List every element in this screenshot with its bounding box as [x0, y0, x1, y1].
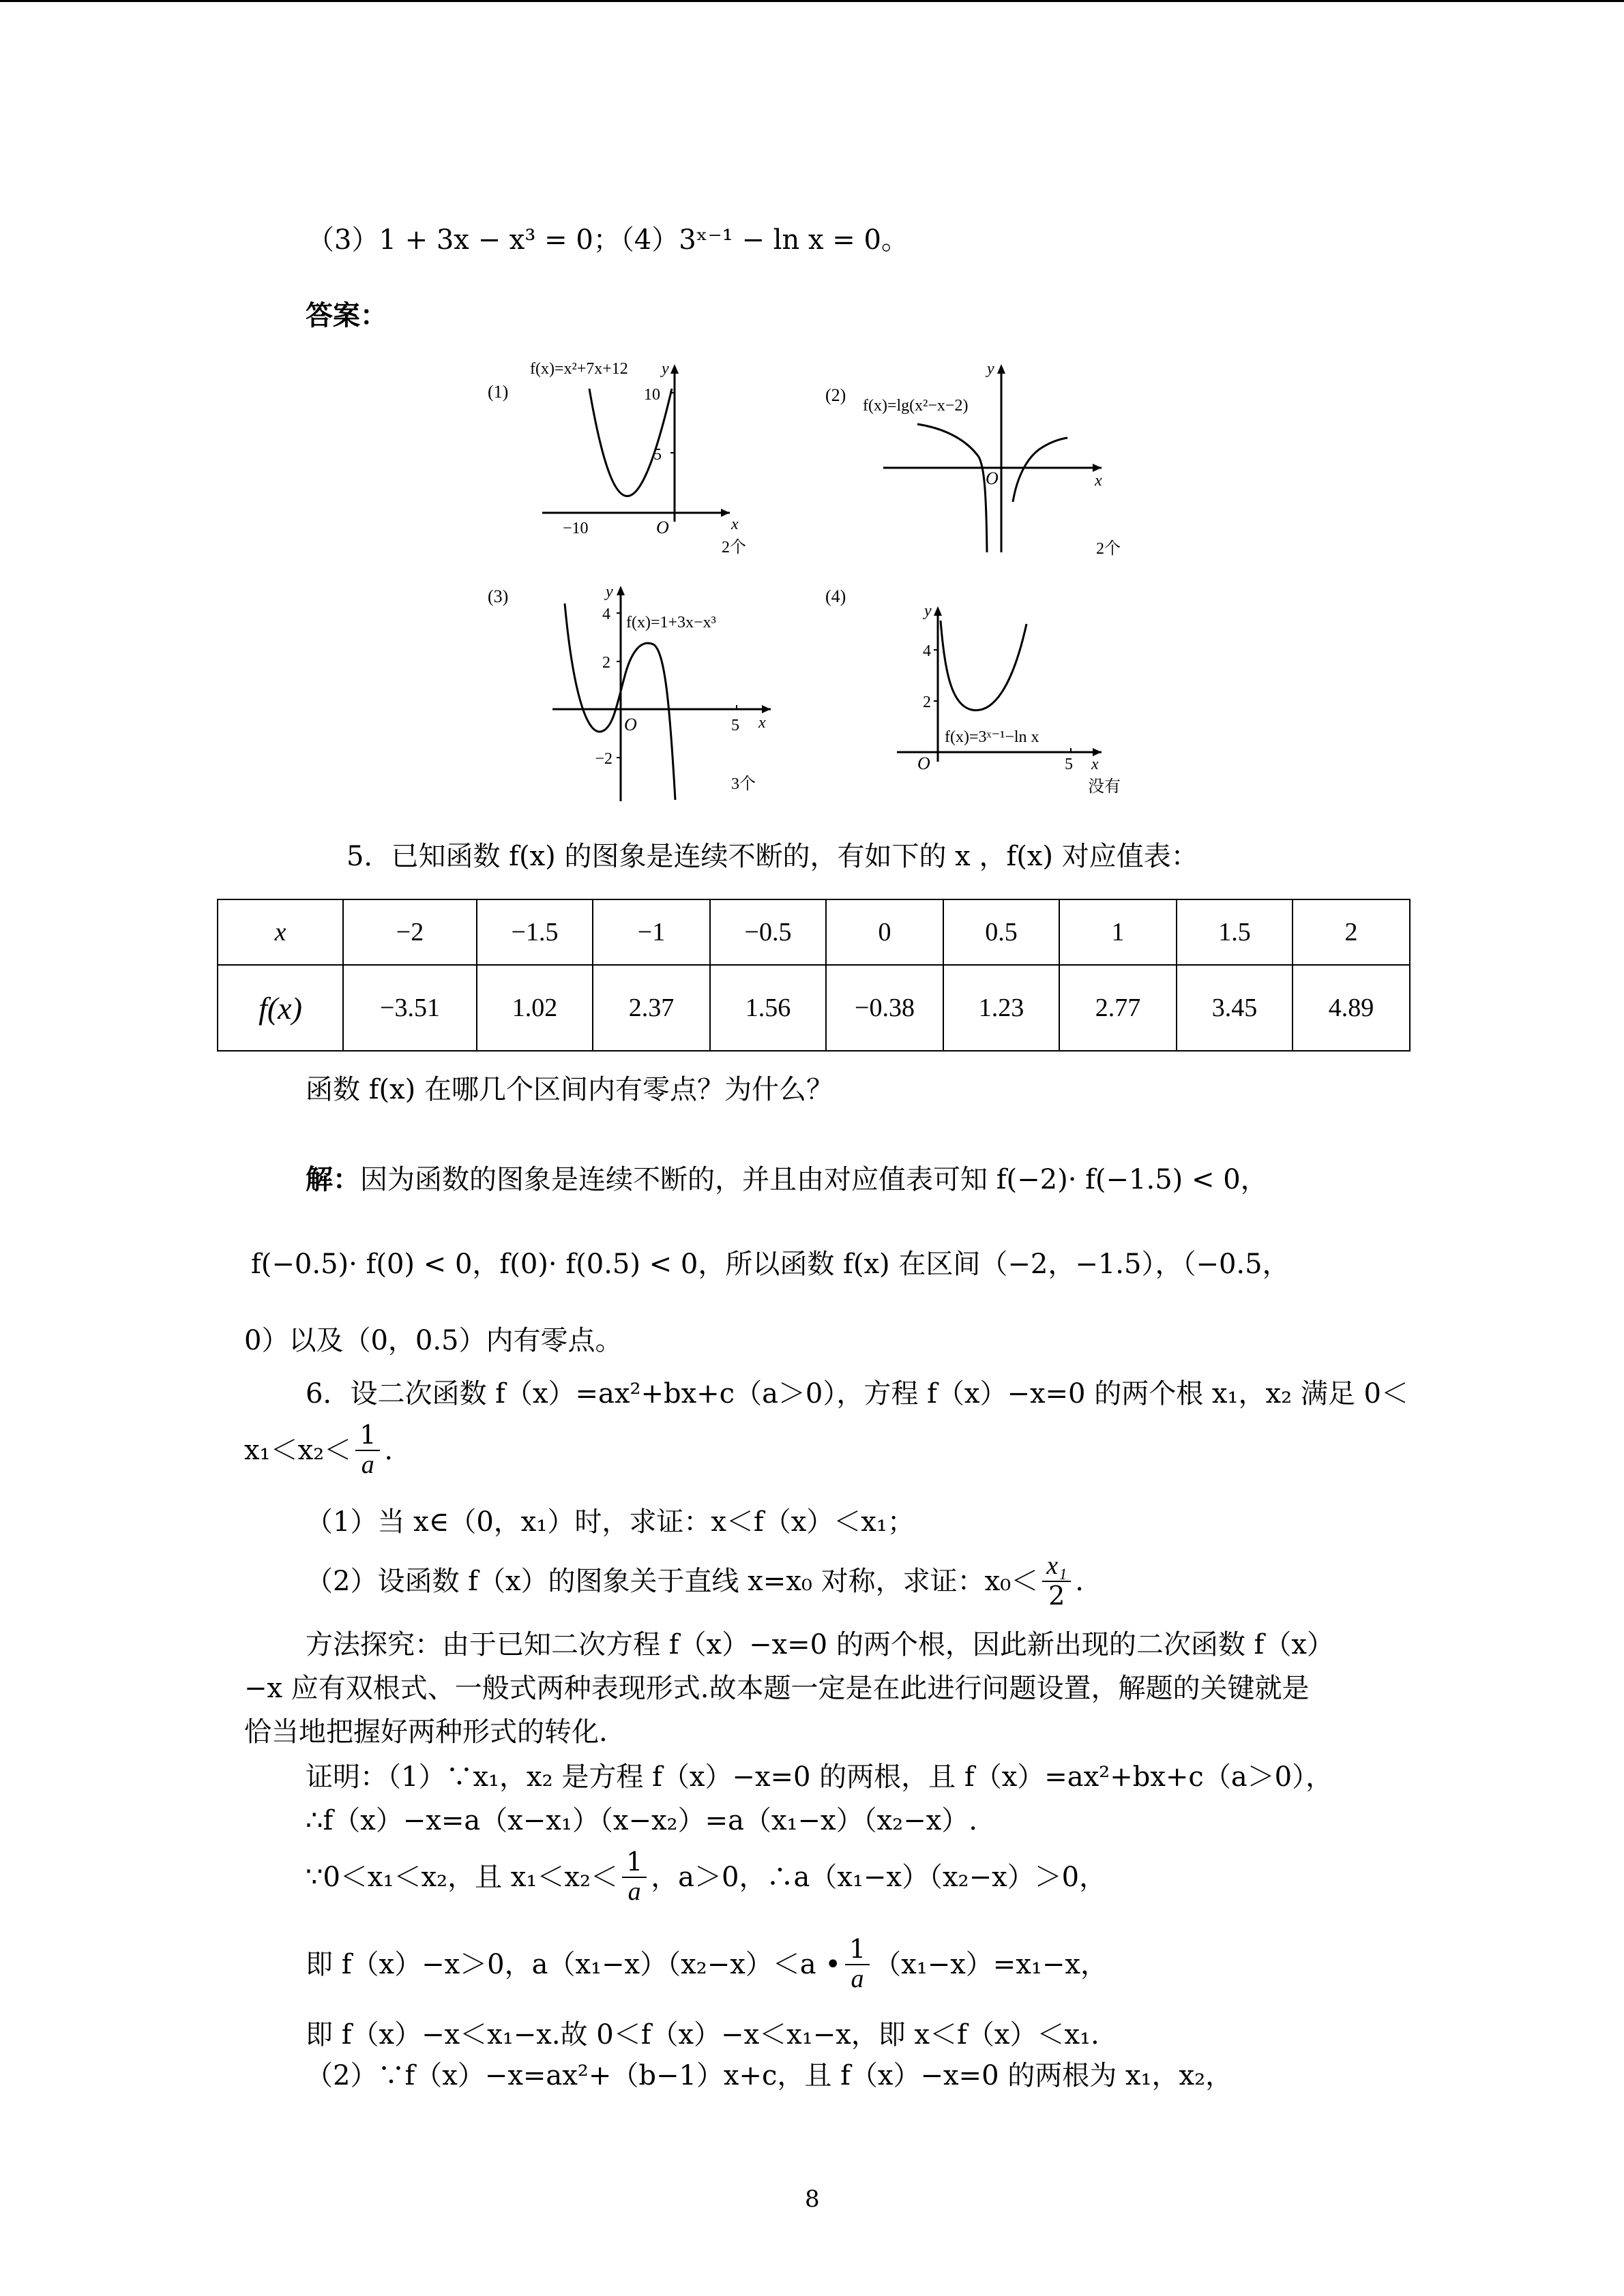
graph-3-x-arrow	[762, 705, 771, 713]
fraction-numerator: x₁	[1042, 1552, 1071, 1582]
q6-line-1: 6．设二次函数 f（x）=ax²+bx+c（a＞0），方程 f（x）−x=0 的两个根 x₁，x₂ 满足 0＜	[306, 1378, 1408, 1410]
graph-4-xlabel: x	[1091, 756, 1099, 773]
table-cell: 2.37	[593, 965, 710, 1051]
fraction-numerator: 1	[845, 1935, 870, 1965]
fraction-1-over-a	[845, 1935, 870, 1994]
proof-line-4-post: （x₁−x）=x₁−x，	[874, 1948, 1108, 1980]
table-cell: −2	[343, 899, 477, 965]
fraction-1-over-a	[622, 1848, 647, 1907]
graph-1-ylabel: y	[662, 360, 669, 378]
table-cell: −0.38	[826, 965, 943, 1051]
table-cell: −3.51	[343, 965, 477, 1051]
proof-line-3	[306, 1848, 1106, 1907]
graph-3	[477, 576, 778, 801]
graph-4-formula: f(x)=3ˣ⁻¹−ln x	[945, 728, 1039, 746]
method-line-3: 恰当地把握好两种形式的转化.	[244, 1716, 608, 1748]
proof-line-6: （2）∵f（x）−x=ax²+（b−1）x+c，且 f（x）−x=0 的两根为 x₁，x₂，	[306, 2060, 1233, 2091]
graph-1-origin: O	[656, 518, 669, 537]
table-row-fx	[218, 965, 1410, 1051]
table-cell: −1	[593, 899, 710, 965]
table-cell: 3.45	[1177, 965, 1293, 1051]
answer-label: 答案：	[306, 299, 387, 331]
graph-3-formula: f(x)=1+3x−x³	[626, 614, 716, 631]
graph-2-count: 2个	[1096, 540, 1121, 558]
value-table	[217, 899, 1411, 1052]
graph-4-tick-2: 2	[923, 694, 931, 711]
proof-line-3-pre: ∵0＜x₁＜x₂，且 x₁＜x₂＜	[306, 1861, 618, 1893]
graph-4-ylabel: y	[924, 602, 932, 620]
graph-4-y-arrow	[934, 606, 942, 616]
table-cell: 0.5	[943, 899, 1059, 965]
graph-3-ylabel: y	[606, 583, 613, 601]
fraction-denominator: a	[851, 1964, 864, 1993]
graph-4-tick-5: 5	[1065, 756, 1073, 773]
table-row-x	[218, 899, 1410, 965]
graph-3-y-arrow	[617, 586, 625, 595]
graph-3-tick-4: 4	[602, 606, 610, 623]
fraction-numerator: 1	[355, 1421, 380, 1451]
table-cell: 1.56	[710, 965, 826, 1051]
page-number: 8	[805, 2186, 820, 2213]
graph-1-tick-5: 5	[653, 446, 662, 464]
table-cell: 2	[1293, 899, 1410, 965]
graph-3-xlabel: x	[758, 714, 766, 732]
q5-solution-line-1	[306, 1163, 1268, 1195]
graph-2-formula: f(x)=lg(x²−x−2)	[863, 397, 969, 415]
table-cell: −1.5	[477, 899, 593, 965]
fraction-denominator: a	[628, 1877, 641, 1906]
graph-3-tag: (3)	[488, 586, 509, 606]
graph-3-tick-2: 2	[602, 654, 610, 672]
graph-1-curve	[589, 389, 672, 496]
q5-solution-text-1: 因为函数的图象是连续不断的，并且由对应值表可知 f(−2)· f(−1.5) < 0，	[360, 1164, 1268, 1195]
graph-2-y-arrow	[997, 364, 1005, 374]
q4-parts: （3）1 + 3x − x³ = 0；（4）3ˣ⁻¹ − ln x = 0。	[307, 224, 909, 256]
graph-1	[477, 348, 778, 566]
graph-3-tick-m2: −2	[595, 750, 612, 768]
graph-1-formula: f(x)=x²+7x+12	[530, 360, 628, 378]
fraction-denominator: a	[361, 1450, 374, 1479]
graph-2-origin: O	[986, 468, 999, 488]
graph-1-tick-10: 10	[644, 386, 660, 404]
proof-line-4-pre: 即 f（x）−x＞0，a（x₁−x）（x₂−x）＜a •	[306, 1948, 841, 1980]
period: .	[384, 1434, 394, 1466]
graph-2-tag: (2)	[825, 385, 846, 405]
graph-4-tag: (4)	[825, 586, 846, 606]
graph-2-xlabel: x	[1095, 472, 1102, 490]
method-line-2: −x 应有双根式、一般式两种表现形式.故本题一定是在此进行问题设置，解题的关键就是	[244, 1673, 1310, 1704]
proof-line-3-post: ，a＞0，∴a（x₁−x）（x₂−x）＞0，	[651, 1861, 1107, 1893]
graph-2-left-branch	[917, 424, 987, 552]
proof-line-5: 即 f（x）−x＜x₁−x.故 0＜f（x）−x＜x₁−x，即 x＜f（x）＜x₁.	[306, 2019, 1099, 2051]
q5-solution-label: 解：	[306, 1163, 360, 1195]
proof-line-1: 证明：（1）∵x₁，x₂ 是方程 f（x）−x=0 的两根，且 f（x）=ax²+bx+c（a＞0），	[306, 1761, 1333, 1793]
graph-4-origin: O	[917, 754, 930, 773]
table-header-fx: f(x)	[218, 965, 343, 1051]
graph-1-y-arrow	[670, 364, 679, 374]
method-line-1: 方法探究：由于已知二次方程 f（x）−x=0 的两个根，因此新出现的二次函数 f（x）	[306, 1629, 1334, 1660]
table-cell: 4.89	[1293, 965, 1410, 1051]
table-cell: 1.02	[477, 965, 593, 1051]
q5-solution-line-2: f(−0.5)· f(0) < 0，f(0)· f(0.5) < 0，所以函数 f(x) 在区间（−2，−1.5），（−0.5，	[251, 1249, 1290, 1280]
graph-1-x-arrow	[721, 509, 730, 517]
graph-3-tick-5: 5	[731, 717, 739, 734]
graph-3-origin: O	[624, 715, 637, 734]
fraction-x1-over-2	[1042, 1552, 1071, 1611]
q6-part-2	[306, 1552, 1084, 1611]
table-cell: 2.77	[1059, 965, 1177, 1051]
table-cell: −0.5	[710, 899, 826, 965]
proof-line-4	[306, 1935, 1108, 1994]
graph-4-curve	[941, 621, 1027, 711]
graph-2-x-arrow	[1093, 464, 1102, 472]
graph-1-xlabel: x	[731, 516, 739, 533]
fraction-1-over-a	[355, 1421, 380, 1480]
table-header-x: x	[218, 899, 343, 965]
graph-2	[815, 348, 1136, 566]
q5-solution-line-3: 0）以及（0，0.5）内有零点。	[244, 1325, 623, 1356]
graph-1-count: 2个	[722, 539, 746, 556]
proof-line-2: ∴f（x）−x=a（x−x₁）（x−x₂）=a（x₁−x）（x₂−x）.	[306, 1805, 977, 1836]
table-cell: 1.23	[943, 965, 1059, 1051]
graph-3-count: 3个	[731, 775, 756, 793]
fraction-denominator: 2	[1048, 1580, 1065, 1611]
fraction-numerator: 1	[622, 1848, 647, 1878]
graph-4-count: 没有	[1088, 778, 1121, 796]
graph-1-tag: (1)	[488, 382, 509, 402]
q6-part-1: （1）当 x∈（0，x₁）时，求证：x＜f（x）＜x₁；	[306, 1506, 915, 1538]
q5-question: 函数 f(x) 在哪几个区间内有零点？为什么？	[306, 1074, 834, 1105]
table-cell: 1	[1059, 899, 1177, 965]
graph-2-right-branch	[1013, 438, 1067, 502]
table-cell: 1.5	[1177, 899, 1293, 965]
graph-4	[815, 576, 1136, 801]
table-cell: 0	[826, 899, 943, 965]
graph-4-tick-4: 4	[923, 642, 931, 660]
q6-line-2-text: x₁＜x₂＜	[244, 1434, 352, 1466]
graph-2-ylabel: y	[987, 360, 994, 378]
graph-1-tick-m10: −10	[563, 520, 589, 537]
page-top-border	[0, 0, 1624, 2]
q6-part-2-text: （2）设函数 f（x）的图象关于直线 x=x₀ 对称，求证：x₀＜	[306, 1565, 1039, 1597]
q6-line-2	[244, 1421, 393, 1480]
period: .	[1075, 1565, 1084, 1597]
q5-text: 5．已知函数 f(x) 的图象是连续不断的，有如下的 x ，f(x) 对应值表：	[346, 841, 1198, 872]
